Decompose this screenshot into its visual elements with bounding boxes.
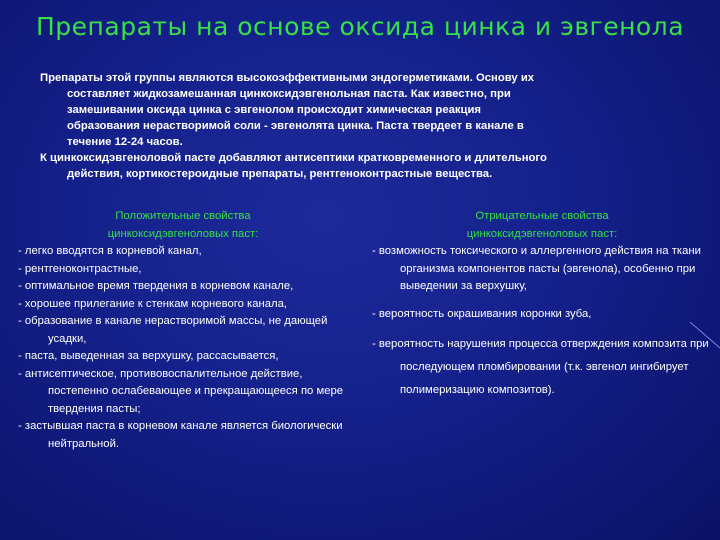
intro-text <box>40 70 674 182</box>
list-item: - оптимальное время твердения в корневом канале, <box>18 280 294 292</box>
list-item: - легко вводятся в корневой канал, <box>18 245 202 257</box>
slide-title: Препараты на основе оксида цинка и эвгенола <box>35 12 685 41</box>
positive-list <box>18 243 348 453</box>
list-item: - хорошее прилегание к стенкам корневого канала, <box>18 297 288 310</box>
corner-decoration <box>690 300 720 360</box>
negative-list <box>372 243 712 402</box>
positive-heading: Положительные свойства цинкоксидэвгеноловых паст: <box>107 210 259 240</box>
positive-properties <box>18 208 348 453</box>
negative-properties <box>372 208 712 402</box>
list-item: - вероятность окрашивания коронки зуба, <box>372 307 592 320</box>
negative-heading: Отрицательные свойства цинкоксидэвгеноловых паст: <box>466 210 618 240</box>
intro-paragraph-2: К цинкоксидэвгеноловой пасте добавляют антисептики кратковременного и длительного действия, кортикостероидные препараты, рентгеноконтрастные вещества. <box>40 152 547 180</box>
list-item: - возможность токсического и аллергенного действия на ткани организма компонентов пасты (эвгенола), особенно при выведении за верхушку, <box>372 245 701 292</box>
list-item: - паста, выведенная за верхушку, рассасывается, <box>18 350 279 362</box>
decoration-line <box>690 322 720 348</box>
intro-paragraph-1: Препараты этой группы являются высокоэффективными эндогерметиками. Основу их составляет жидкозамешанная цинкоксидэвгенольная паста. Как известно, при замешивании оксида цинка с эвгенолом происходит химическая реакция образования нерастворимой соли - эвгенолята цинка. Паста твердеет в канале в течение 12-24 часов. <box>40 72 535 148</box>
list-item: - образование в канале нерастворимой массы, не дающей усадки, <box>18 315 328 345</box>
list-item: - вероятность нарушения процесса отверждения композита при последующем пломбировании (т.к. эвгенол ингибирует полимеризацию композитов). <box>372 338 709 396</box>
list-item: - застывшая паста в корневом канале является биологически нейтральной. <box>18 420 343 450</box>
list-item: - рентгеноконтрастные, <box>18 262 142 275</box>
list-item: - антисептическое, противовоспалительное действие, постепенно ослабевающее и прекращающееся по мере твердения пасты; <box>18 367 344 415</box>
